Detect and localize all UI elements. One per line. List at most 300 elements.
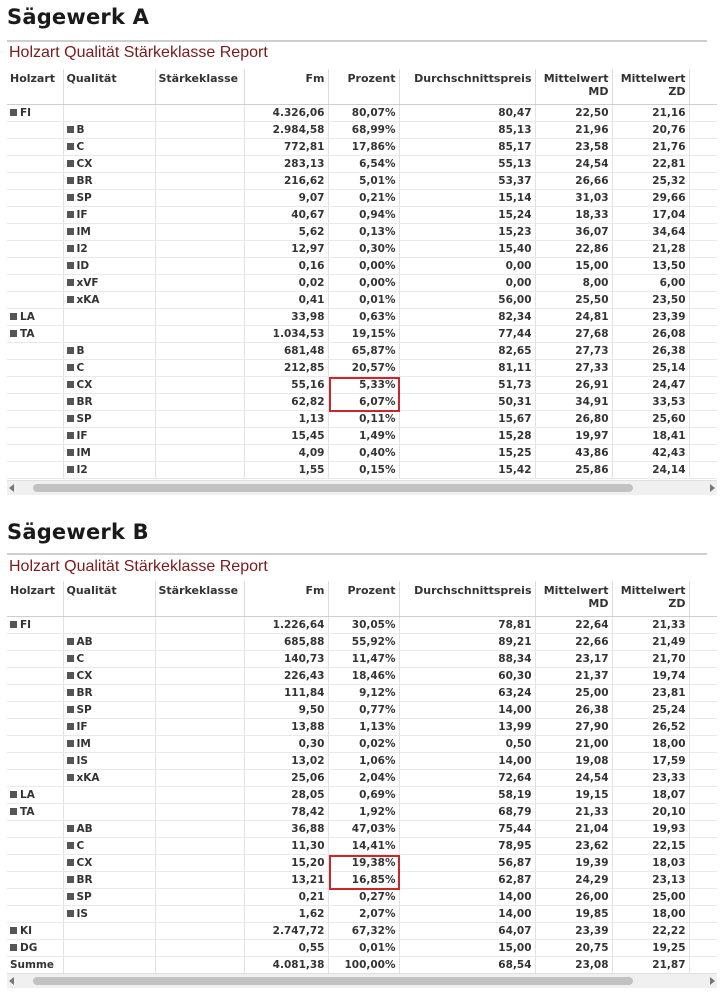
cell-fm: 36,88 — [244, 821, 328, 838]
cell-qualitaet — [63, 105, 155, 122]
scroll-right-arrow-icon[interactable] — [710, 977, 715, 985]
expand-collapse-icon[interactable] — [67, 398, 74, 405]
table-row[interactable] — [7, 343, 717, 360]
cell-prozent: 11,47% — [328, 651, 399, 668]
cell-holzart — [7, 685, 63, 702]
cell-mittelwert-md: 27,68 — [535, 326, 612, 343]
cell-holzart — [7, 753, 63, 770]
cell-filler — [689, 224, 717, 241]
table-row[interactable] — [7, 224, 717, 241]
cell-fm: 0,16 — [244, 258, 328, 275]
expand-collapse-icon[interactable] — [67, 364, 74, 371]
col-header-holzart[interactable]: Holzart — [7, 581, 63, 617]
total-row[interactable] — [7, 957, 717, 974]
cell-prozent: 19,15% — [328, 326, 399, 343]
cell-filler — [689, 394, 717, 411]
cell-fm: 40,67 — [244, 207, 328, 224]
report-grid[interactable] — [7, 69, 717, 481]
cell-qualitaet — [63, 428, 155, 445]
table-row[interactable] — [7, 702, 717, 719]
expand-collapse-icon[interactable] — [67, 177, 74, 184]
table-row[interactable] — [7, 105, 717, 122]
table-row[interactable] — [7, 906, 717, 923]
cell-mittelwert-md: 19,08 — [535, 753, 612, 770]
table-row[interactable] — [7, 122, 717, 139]
cell-qualitaet — [63, 804, 155, 821]
table-row[interactable] — [7, 889, 717, 906]
cell-filler — [689, 889, 717, 906]
report-grid[interactable] — [7, 581, 717, 973]
cell-qualitaet-label: BR — [76, 396, 93, 408]
col-header-staerkeklasse[interactable]: Stärkeklasse — [155, 581, 244, 617]
cell-filler — [689, 173, 717, 190]
cell-holzart-label: FI — [20, 619, 32, 631]
col-header-mittelwert-zd[interactable]: Mittelwert ZD — [612, 581, 689, 617]
expand-collapse-icon[interactable] — [10, 313, 17, 320]
cell-durchschnittspreis: 55,13 — [399, 156, 535, 173]
cell-qualitaet — [63, 258, 155, 275]
cell-prozent: 65,87% — [328, 343, 399, 360]
expand-collapse-icon[interactable] — [67, 466, 74, 473]
cell-fm: 111,84 — [244, 685, 328, 702]
cell-holzart — [7, 957, 63, 974]
cell-filler — [689, 702, 717, 719]
col-header-fm[interactable]: Fm — [244, 69, 328, 105]
cell-holzart — [7, 634, 63, 651]
cell-durchschnittspreis: 80,47 — [399, 105, 535, 122]
cell-qualitaet — [63, 462, 155, 479]
cell-prozent: 0,01% — [328, 292, 399, 309]
table-row[interactable] — [7, 821, 717, 838]
cell-prozent: 0,94% — [328, 207, 399, 224]
table-row[interactable] — [7, 377, 717, 394]
expand-collapse-icon[interactable] — [67, 194, 74, 201]
table-row[interactable] — [7, 173, 717, 190]
cell-qualitaet-label: CX — [76, 158, 93, 170]
cell-mittelwert-md: 23,08 — [535, 957, 612, 974]
cell-qualitaet — [63, 207, 155, 224]
cell-durchschnittspreis: 15,40 — [399, 241, 535, 258]
cell-fm: 4.081,38 — [244, 957, 328, 974]
cell-mittelwert-zd: 22,22 — [612, 923, 689, 940]
table-row[interactable] — [7, 258, 717, 275]
cell-staerkeklasse — [155, 207, 244, 224]
cell-filler — [689, 872, 717, 889]
table-row[interactable] — [7, 838, 717, 855]
cell-staerkeklasse — [155, 651, 244, 668]
cell-staerkeklasse — [155, 156, 244, 173]
expand-collapse-icon[interactable] — [67, 893, 74, 900]
cell-prozent: 0,77% — [328, 702, 399, 719]
cell-fm: 4,09 — [244, 445, 328, 462]
table-row[interactable] — [7, 651, 717, 668]
cell-mittelwert-md: 25,50 — [535, 292, 612, 309]
cell-filler — [689, 275, 717, 292]
cell-prozent: 0,69% — [328, 787, 399, 804]
expand-collapse-icon[interactable] — [67, 689, 74, 696]
table-row[interactable] — [7, 156, 717, 173]
divider — [7, 40, 707, 42]
cell-filler — [689, 787, 717, 804]
col-header-mittelwert-md[interactable]: Mittelwert MD — [535, 581, 612, 617]
expand-collapse-icon[interactable] — [10, 927, 17, 934]
cell-prozent: 0,63% — [328, 309, 399, 326]
cell-mittelwert-zd: 6,00 — [612, 275, 689, 292]
table-body — [7, 105, 717, 479]
table-row[interactable] — [7, 309, 717, 326]
cell-qualitaet-label: IF — [76, 209, 88, 221]
cell-mittelwert-zd: 18,03 — [612, 855, 689, 872]
cell-mittelwert-md: 19,97 — [535, 428, 612, 445]
cell-prozent: 0,27% — [328, 889, 399, 906]
cell-qualitaet-label: AB — [76, 823, 93, 835]
cell-qualitaet-label: B — [76, 345, 85, 357]
cell-qualitaet-label: xKA — [76, 772, 100, 784]
expand-collapse-icon[interactable] — [67, 211, 74, 218]
section-heading: Sägewerk A — [7, 5, 150, 29]
expand-collapse-icon[interactable] — [67, 842, 74, 849]
cell-filler — [689, 343, 717, 360]
cell-prozent: 47,03% — [328, 821, 399, 838]
cell-mittelwert-zd: 18,07 — [612, 787, 689, 804]
cell-holzart — [7, 105, 63, 122]
cell-staerkeklasse — [155, 292, 244, 309]
expand-collapse-icon[interactable] — [67, 876, 74, 883]
cell-filler — [689, 651, 717, 668]
expand-collapse-icon[interactable] — [67, 723, 74, 730]
horizontal-scrollbar[interactable] — [7, 480, 717, 495]
cell-prozent: 5,01% — [328, 173, 399, 190]
table-row[interactable] — [7, 428, 717, 445]
cell-staerkeklasse — [155, 821, 244, 838]
cell-mittelwert-zd: 23,39 — [612, 309, 689, 326]
cell-holzart — [7, 377, 63, 394]
cell-qualitaet — [63, 719, 155, 736]
cell-prozent: 2,04% — [328, 770, 399, 787]
cell-qualitaet-label: CX — [76, 670, 93, 682]
scroll-left-arrow-icon[interactable] — [9, 977, 14, 985]
cell-durchschnittspreis: 50,31 — [399, 394, 535, 411]
table-row[interactable] — [7, 326, 717, 343]
cell-filler — [689, 821, 717, 838]
col-header-qualitaet[interactable]: Qualität — [63, 69, 155, 105]
table-row[interactable] — [7, 411, 717, 428]
scroll-right-arrow-icon[interactable] — [710, 484, 715, 492]
cell-fm: 4.326,06 — [244, 105, 328, 122]
table-row[interactable] — [7, 770, 717, 787]
scrollbar-thumb[interactable] — [33, 484, 633, 492]
horizontal-scrollbar[interactable] — [7, 973, 717, 988]
expand-collapse-icon[interactable] — [10, 944, 17, 951]
cell-fm: 13,02 — [244, 753, 328, 770]
cell-fm: 1,55 — [244, 462, 328, 479]
expand-collapse-icon[interactable] — [67, 740, 74, 747]
cell-qualitaet — [63, 702, 155, 719]
cell-qualitaet-label: C — [76, 362, 85, 374]
cell-prozent: 2,07% — [328, 906, 399, 923]
cell-fm: 685,88 — [244, 634, 328, 651]
cell-mittelwert-md: 25,86 — [535, 462, 612, 479]
cell-holzart — [7, 872, 63, 889]
expand-collapse-icon[interactable] — [67, 279, 74, 286]
scroll-left-arrow-icon[interactable] — [9, 484, 14, 492]
cell-staerkeklasse — [155, 685, 244, 702]
expand-collapse-icon[interactable] — [67, 449, 74, 456]
cell-qualitaet-label: IM — [76, 447, 91, 459]
expand-collapse-icon[interactable] — [67, 825, 74, 832]
cell-filler — [689, 719, 717, 736]
cell-mittelwert-md: 19,15 — [535, 787, 612, 804]
cell-staerkeklasse — [155, 923, 244, 940]
cell-mittelwert-md: 26,38 — [535, 702, 612, 719]
table-row[interactable] — [7, 872, 717, 889]
cell-mittelwert-md: 27,73 — [535, 343, 612, 360]
cell-durchschnittspreis: 82,65 — [399, 343, 535, 360]
cell-qualitaet — [63, 139, 155, 156]
cell-qualitaet — [63, 736, 155, 753]
table-row[interactable] — [7, 634, 717, 651]
cell-qualitaet-label: IS — [76, 908, 88, 920]
cell-mittelwert-md: 25,00 — [535, 685, 612, 702]
expand-collapse-icon[interactable] — [67, 381, 74, 388]
cell-mittelwert-zd: 17,59 — [612, 753, 689, 770]
table-row[interactable] — [7, 685, 717, 702]
table-row[interactable] — [7, 719, 717, 736]
expand-collapse-icon[interactable] — [67, 432, 74, 439]
cell-staerkeklasse — [155, 838, 244, 855]
cell-qualitaet — [63, 326, 155, 343]
cell-qualitaet — [63, 241, 155, 258]
expand-collapse-icon[interactable] — [67, 774, 74, 781]
cell-filler — [689, 855, 717, 872]
cell-prozent: 0,13% — [328, 224, 399, 241]
table-row[interactable] — [7, 668, 717, 685]
col-header-qualitaet[interactable]: Qualität — [63, 581, 155, 617]
expand-collapse-icon[interactable] — [67, 655, 74, 662]
cell-mittelwert-md: 22,64 — [535, 617, 612, 634]
cell-fm: 15,20 — [244, 855, 328, 872]
cell-staerkeklasse — [155, 906, 244, 923]
expand-collapse-icon[interactable] — [67, 672, 74, 679]
cell-prozent: 1,06% — [328, 753, 399, 770]
cell-mittelwert-md: 43,86 — [535, 445, 612, 462]
cell-filler — [689, 360, 717, 377]
col-header-mittelwert-zd[interactable]: Mittelwert ZD — [612, 69, 689, 105]
cell-qualitaet-label: IF — [76, 721, 88, 733]
cell-staerkeklasse — [155, 173, 244, 190]
expand-collapse-icon[interactable] — [67, 347, 74, 354]
cell-staerkeklasse — [155, 326, 244, 343]
table-row[interactable] — [7, 190, 717, 207]
cell-prozent: 16,85% — [328, 872, 399, 889]
cell-staerkeklasse — [155, 617, 244, 634]
cell-mittelwert-zd: 23,50 — [612, 292, 689, 309]
cell-fm: 33,98 — [244, 309, 328, 326]
cell-staerkeklasse — [155, 241, 244, 258]
cell-durchschnittspreis: 15,14 — [399, 190, 535, 207]
expand-collapse-icon[interactable] — [10, 109, 17, 116]
cell-staerkeklasse — [155, 377, 244, 394]
cell-mittelwert-zd: 24,14 — [612, 462, 689, 479]
cell-staerkeklasse — [155, 940, 244, 957]
cell-holzart — [7, 241, 63, 258]
cell-staerkeklasse — [155, 122, 244, 139]
cell-fm: 2.747,72 — [244, 923, 328, 940]
table-row[interactable] — [7, 292, 717, 309]
cell-qualitaet — [63, 343, 155, 360]
cell-qualitaet — [63, 957, 155, 974]
cell-qualitaet-label: C — [76, 653, 85, 665]
cell-staerkeklasse — [155, 702, 244, 719]
cell-filler — [689, 309, 717, 326]
cell-holzart — [7, 651, 63, 668]
expand-collapse-icon[interactable] — [67, 757, 74, 764]
cell-holzart — [7, 309, 63, 326]
cell-mittelwert-zd: 26,52 — [612, 719, 689, 736]
table-row[interactable] — [7, 462, 717, 479]
cell-mittelwert-md: 21,33 — [535, 804, 612, 821]
cell-mittelwert-md: 21,00 — [535, 736, 612, 753]
cell-prozent: 100,00% — [328, 957, 399, 974]
cell-durchschnittspreis: 15,42 — [399, 462, 535, 479]
cell-staerkeklasse — [155, 105, 244, 122]
expand-collapse-icon[interactable] — [67, 143, 74, 150]
cell-filler — [689, 428, 717, 445]
table-row[interactable] — [7, 923, 717, 940]
table-row[interactable] — [7, 275, 717, 292]
table-row[interactable] — [7, 445, 717, 462]
cell-fm: 1,62 — [244, 906, 328, 923]
divider — [7, 553, 707, 555]
cell-durchschnittspreis: 15,23 — [399, 224, 535, 241]
table-row[interactable] — [7, 617, 717, 634]
section-saegewerk-b — [0, 515, 725, 993]
cell-filler — [689, 377, 717, 394]
cell-qualitaet — [63, 360, 155, 377]
cell-durchschnittspreis: 85,13 — [399, 122, 535, 139]
cell-qualitaet — [63, 122, 155, 139]
cell-qualitaet — [63, 190, 155, 207]
cell-mittelwert-zd: 34,64 — [612, 224, 689, 241]
cell-holzart — [7, 462, 63, 479]
expand-collapse-icon[interactable] — [67, 245, 74, 252]
cell-filler — [689, 617, 717, 634]
cell-durchschnittspreis: 53,37 — [399, 173, 535, 190]
table-row[interactable] — [7, 394, 717, 411]
col-header-durchschnittspreis[interactable]: Durchschnittspreis — [399, 581, 535, 617]
cell-fm: 681,48 — [244, 343, 328, 360]
cell-mittelwert-md: 19,39 — [535, 855, 612, 872]
cell-mittelwert-md: 36,07 — [535, 224, 612, 241]
expand-collapse-icon[interactable] — [67, 126, 74, 133]
cell-mittelwert-zd: 21,70 — [612, 651, 689, 668]
cell-qualitaet — [63, 411, 155, 428]
expand-collapse-icon[interactable] — [67, 262, 74, 269]
cell-filler — [689, 685, 717, 702]
expand-collapse-icon[interactable] — [67, 638, 74, 645]
expand-collapse-icon[interactable] — [10, 808, 17, 815]
expand-collapse-icon[interactable] — [67, 706, 74, 713]
col-header-fm[interactable]: Fm — [244, 581, 328, 617]
cell-qualitaet-label: BR — [76, 175, 93, 187]
table-row[interactable] — [7, 940, 717, 957]
col-header-prozent[interactable]: Prozent — [328, 69, 399, 105]
col-header-holzart[interactable]: Holzart — [7, 69, 63, 105]
expand-collapse-icon[interactable] — [10, 791, 17, 798]
table-row[interactable] — [7, 241, 717, 258]
cell-mittelwert-zd: 21,16 — [612, 105, 689, 122]
cell-durchschnittspreis: 75,44 — [399, 821, 535, 838]
cell-durchschnittspreis: 68,54 — [399, 957, 535, 974]
table-row[interactable] — [7, 360, 717, 377]
expand-collapse-icon[interactable] — [67, 228, 74, 235]
cell-holzart-label: FI — [20, 107, 32, 119]
table-row[interactable] — [7, 787, 717, 804]
scrollbar-thumb[interactable] — [33, 977, 633, 985]
cell-holzart — [7, 770, 63, 787]
col-header-mittelwert-md[interactable]: Mittelwert MD — [535, 69, 612, 105]
cell-durchschnittspreis: 15,00 — [399, 940, 535, 957]
cell-holzart — [7, 787, 63, 804]
cell-mittelwert-md: 24,81 — [535, 309, 612, 326]
cell-prozent: 1,13% — [328, 719, 399, 736]
header-row — [7, 69, 717, 105]
cell-fm: 1.226,64 — [244, 617, 328, 634]
cell-qualitaet — [63, 753, 155, 770]
cell-durchschnittspreis: 0,50 — [399, 736, 535, 753]
table-row[interactable] — [7, 804, 717, 821]
cell-fm: 12,97 — [244, 241, 328, 258]
expand-collapse-icon[interactable] — [67, 160, 74, 167]
table-row[interactable] — [7, 139, 717, 156]
cell-staerkeklasse — [155, 719, 244, 736]
expand-collapse-icon[interactable] — [10, 621, 17, 628]
table-row[interactable] — [7, 855, 717, 872]
cell-prozent: 0,00% — [328, 275, 399, 292]
cell-holzart — [7, 360, 63, 377]
cell-mittelwert-zd: 21,33 — [612, 617, 689, 634]
col-header-staerkeklasse[interactable]: Stärkeklasse — [155, 69, 244, 105]
cell-prozent: 0,15% — [328, 462, 399, 479]
expand-collapse-icon[interactable] — [10, 330, 17, 337]
cell-qualitaet — [63, 377, 155, 394]
cell-durchschnittspreis: 89,21 — [399, 634, 535, 651]
table-body — [7, 617, 717, 974]
cell-filler — [689, 258, 717, 275]
cell-filler — [689, 105, 717, 122]
col-header-prozent[interactable]: Prozent — [328, 581, 399, 617]
table-row[interactable] — [7, 207, 717, 224]
cell-prozent: 0,02% — [328, 736, 399, 753]
expand-collapse-icon[interactable] — [67, 296, 74, 303]
cell-staerkeklasse — [155, 753, 244, 770]
table-row[interactable] — [7, 736, 717, 753]
cell-qualitaet-label: AB — [76, 636, 93, 648]
col-header-durchschnittspreis[interactable]: Durchschnittspreis — [399, 69, 535, 105]
expand-collapse-icon[interactable] — [67, 859, 74, 866]
section-heading: Sägewerk B — [7, 520, 149, 544]
table-row[interactable] — [7, 753, 717, 770]
expand-collapse-icon[interactable] — [67, 415, 74, 422]
cell-durchschnittspreis: 78,95 — [399, 838, 535, 855]
cell-mittelwert-md: 26,80 — [535, 411, 612, 428]
expand-collapse-icon[interactable] — [67, 910, 74, 917]
cell-qualitaet — [63, 906, 155, 923]
cell-qualitaet-label: B — [76, 124, 85, 136]
cell-fm: 0,02 — [244, 275, 328, 292]
cell-holzart — [7, 394, 63, 411]
cell-mittelwert-md: 31,03 — [535, 190, 612, 207]
